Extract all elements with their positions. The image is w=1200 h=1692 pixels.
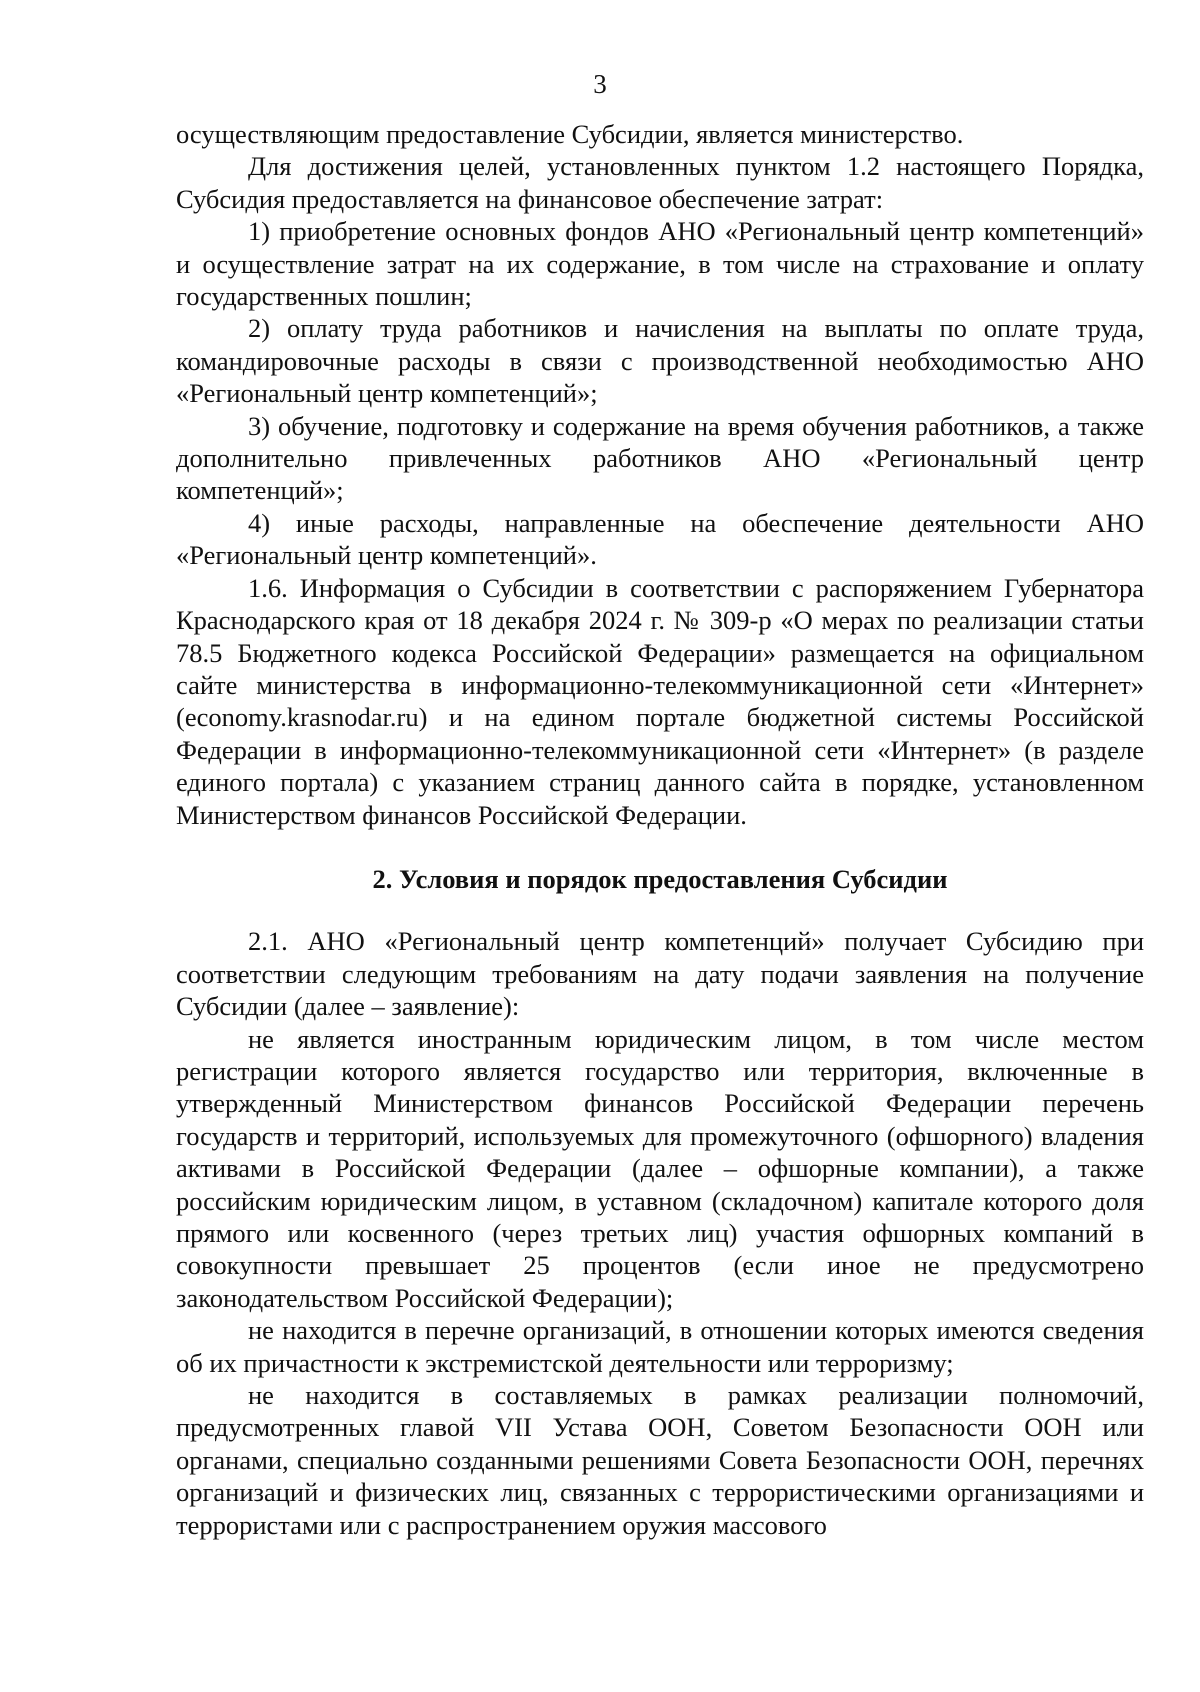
list-item-paragraph: 4) иные расходы, направленные на обеспечение деятельности АНО «Региональный центр компетенций». [176,507,1144,571]
section-heading: 2. Условия и порядок предоставления Субсидии [372,863,948,894]
list-item-paragraph: 2) оплату труда работников и начисления на выплаты по оплате труда, командировочные расходы в связи с производственной необходимостью АНО «Региональный центр компетенций»; [176,313,1144,409]
paragraph: не находится в составляемых в рамках реализации полномочий, предусмотренных главой VII Устава ООН, Советом Безопасности ООН или органами, специально созданными решениями Совета Безопасности ООН, перечнях организаций и физических лиц, связанных с террористическими организациями и террористами или с распространением оружия массового [176,1380,1144,1540]
paragraph: 2.1. АНО «Региональный центр компетенций» получает Субсидию при соответствии следующим требованиям на дату подачи заявления на получение Субсидии (далее – заявление): [176,926,1144,1022]
list-item-paragraph: 1) приобретение основных фондов АНО «Региональный центр компетенций» и осуществление затрат на их содержание, в том числе на страхование и оплату государственных пошлин; [176,216,1144,312]
paragraph: осуществляющим предоставление Субсидии, является министерство. [176,119,964,149]
page-number: 3 [593,69,607,99]
spacer [176,831,1144,863]
spacer [176,895,1144,925]
list-item-paragraph: 3) обучение, подготовку и содержание на время обучения работников, а также дополнительно привлеченных работников АНО «Региональный центр компетенций»; [176,410,1144,506]
paragraph: не находится в перечне организаций, в отношении которых имеются сведения об их причастности к экстремистской деятельности или терроризму; [176,1315,1144,1378]
paragraph: 1.6. Информация о Субсидии в соответствии с распоряжением Губернатора Краснодарского края от 18 декабря 2024 г. № 309-р «О мерах по реализации статьи 78.5 Бюджетного кодекса Российской Федерации» размещается на официальном сайте министерства в информационно-телекоммуникационной сети «Интернет» (economy.krasnodar.ru) и на едином портале бюджетной системы Российской Федерации в информационно-телекоммуникационной сети «Интернет» (в разделе единого портала) с указанием страниц данного сайта в порядке, установленном Министерством финансов Российской Федерации. [176,572,1144,830]
document-body [176,118,1144,1541]
paragraph: Для достижения целей, установленных пунктом 1.2 настоящего Порядка, Субсидия предоставляется на финансовое обеспечение затрат: [176,151,1144,214]
paragraph: не является иностранным юридическим лицом, в том числе местом регистрации которого является государство или территория, включенные в утвержденный Министерством финансов Российской Федерации перечень государств и территорий, используемых для промежуточного (офшорного) владения активами в Российской Федерации (далее – офшорные компании), а также российским юридическим лицом, в уставном (складочном) капитале которого доля прямого или косвенного (через третьих лиц) участия офшорных компаний в совокупности превышает 25 процентов (если иное не предусмотрено законодательством Российской Федерации); [176,1023,1144,1313]
